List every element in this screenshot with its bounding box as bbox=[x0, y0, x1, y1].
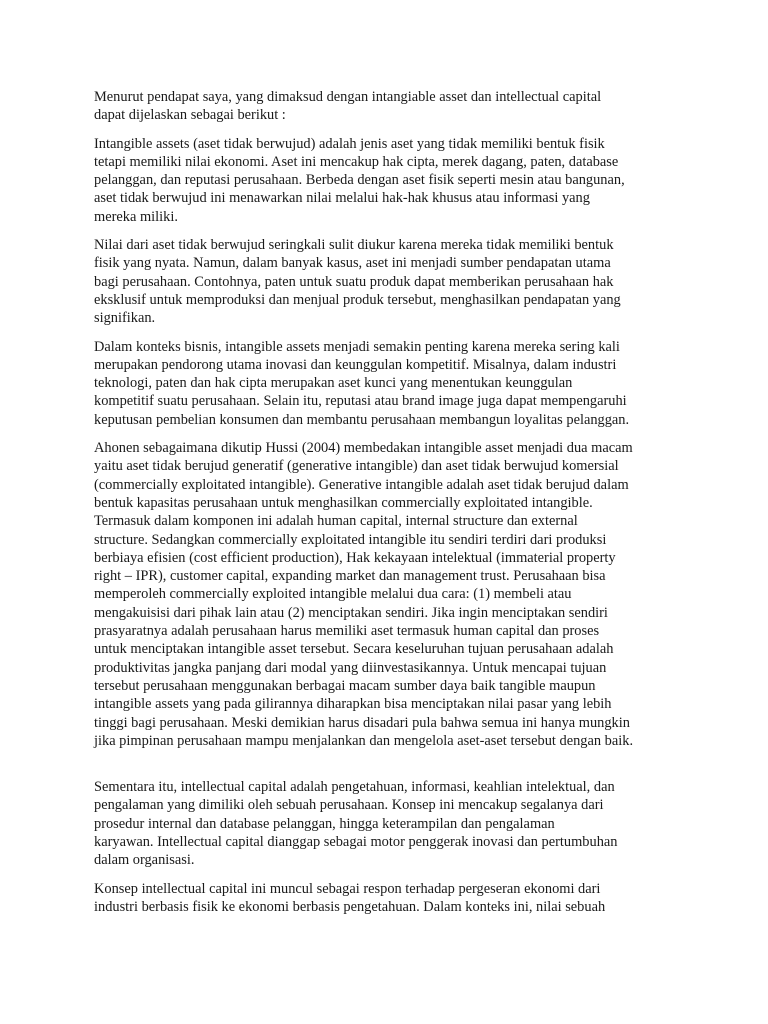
text-line: Nilai dari aset tidak berwujud seringkali sulit diukur karena mereka tidak memiliki bentuk bbox=[94, 237, 614, 254]
text-line: dapat dijelaskan sebagai berikut : bbox=[94, 107, 286, 124]
text-line: berbiaya efisien (cost efficient production), Hak kekayaan intelektual (immaterial property bbox=[94, 549, 616, 566]
text-line: teknologi, paten dan hak cipta merupakan aset kunci yang menentukan keunggulan bbox=[94, 375, 573, 392]
text-line: yaitu aset tidak berujud generatif (generative intangible) dan aset tidak berwujud komersial bbox=[94, 458, 619, 475]
paragraph-intangible-definition bbox=[94, 135, 676, 226]
text-line: karyawan. Intellectual capital dianggap sebagai motor penggerak inovasi dan pertumbuhan bbox=[94, 833, 618, 850]
text-line: pelanggan, dan reputasi perusahaan. Berbeda dengan aset fisik seperti mesin atau bangunan, bbox=[94, 172, 625, 189]
paragraph-ahonen-hussi bbox=[94, 439, 676, 750]
text-line: structure. Sedangkan commercially exploitated intangible itu sendiri terdiri dari produksi bbox=[94, 531, 607, 548]
paragraph-intangible-value bbox=[94, 236, 676, 327]
text-line: intangible assets yang pada gilirannya diharapkan bisa menciptakan nilai pasar yang lebih bbox=[94, 696, 612, 713]
text-line: Ahonen sebagaimana dikutip Hussi (2004) membedakan intangible asset menjadi dua macam bbox=[94, 440, 633, 457]
text-line: eksklusif untuk memproduksi dan menjual produk tersebut, menghasilkan pendapatan yang bbox=[94, 291, 621, 308]
text-line: kompetitif suatu perusahaan. Selain itu, reputasi atau brand image juga dapat mempengaruhi bbox=[94, 393, 627, 410]
text-line: memperoleh commercially exploited intangible melalui dua cara: (1) membeli atau bbox=[94, 586, 572, 603]
text-line: untuk menciptakan intangible asset tersebut. Secara keseluruhan tujuan perusahaan adalah bbox=[94, 641, 614, 658]
text-line: signifikan. bbox=[94, 310, 156, 327]
text-line: right – IPR), customer capital, expanding market dan management trust. Perusahaan bisa bbox=[94, 568, 606, 585]
text-line: bentuk kapasitas perusahaan untuk menghasilkan commercially exploitated intangible. bbox=[94, 494, 593, 511]
text-line: fisik yang nyata. Namun, dalam banyak kasus, aset ini menjadi sumber pendapatan utama bbox=[94, 255, 611, 272]
paragraph-intellectual-capital bbox=[94, 778, 676, 869]
text-line: (commercially exploitated intangible). Generative intangible adalah aset tidak berujud dalam bbox=[94, 476, 629, 493]
paragraph-intro bbox=[94, 88, 676, 125]
text-line: Menurut pendapat saya, yang dimaksud dengan intangiable asset dan intellectual capital bbox=[94, 89, 602, 105]
text-line: mereka miliki. bbox=[94, 208, 178, 225]
text-line: prasyaratnya adalah perusahaan harus memiliki aset termasuk human capital dan proses bbox=[94, 623, 600, 640]
paragraph-business-context bbox=[94, 338, 676, 429]
paragraph-knowledge-economy bbox=[94, 880, 676, 917]
text-line: pengalaman yang dimiliki oleh sebuah perusahaan. Konsep ini mencakup segalanya dari bbox=[94, 797, 604, 814]
text-line: Konsep intellectual capital ini muncul sebagai respon terhadap pergeseran ekonomi dari bbox=[94, 880, 601, 897]
text-line: produktivitas jangka panjang dari modal yang diinvestasikannya. Untuk mencapai tujuan bbox=[94, 659, 607, 676]
text-line: aset tidak berwujud ini menawarkan nilai melalui hak-hak khusus atau informasi yang bbox=[94, 190, 590, 207]
text-line: Dalam konteks bisnis, intangible assets menjadi semakin penting karena mereka sering kali bbox=[94, 338, 620, 355]
text-line: keputusan pembelian konsumen dan membantu perusahaan membangun loyalitas pelanggan. bbox=[94, 411, 630, 428]
text-line: tersebut perusahaan menggunakan berbagai macam sumber daya baik tangible maupun bbox=[94, 677, 596, 694]
text-line: Sementara itu, intellectual capital adalah pengetahuan, informasi, keahlian intelektual, dan bbox=[94, 779, 615, 796]
text-line: mengakuisisi dari pihak lain atau (2) menciptakan sendiri. Jika ingin menciptakan sendiri bbox=[94, 604, 608, 621]
text-line: tinggi bagi perusahaan. Meski demikian harus disadari pula bahwa semua ini hanya mungkin bbox=[94, 714, 630, 731]
text-line: jika pimpinan perusahaan mampu menjalankan dan mengelola aset-aset tersebut dengan baik. bbox=[94, 732, 634, 749]
text-line: merupakan pendorong utama inovasi dan keunggulan kompetitif. Misalnya, dalam industri bbox=[94, 356, 617, 373]
document-page bbox=[94, 88, 676, 926]
text-line: Termasuk dalam komponen ini adalah human capital, internal structure dan external bbox=[94, 513, 578, 530]
text-line: prosedur internal dan database pelanggan, hingga keterampilan dan pengalaman bbox=[94, 815, 555, 832]
text-line: dalam organisasi. bbox=[94, 852, 195, 869]
text-line: Intangible assets (aset tidak berwujud) adalah jenis aset yang tidak memiliki bentuk fisik bbox=[94, 135, 605, 152]
text-line: industri berbasis fisik ke ekonomi berbasis pengetahuan. Dalam konteks ini, nilai sebuah bbox=[94, 898, 606, 915]
text-line: bagi perusahaan. Contohnya, paten untuk suatu produk dapat memberikan perusahaan hak bbox=[94, 273, 614, 290]
text-line: tetapi memiliki nilai ekonomi. Aset ini mencakup hak cipta, merek dagang, paten, database bbox=[94, 153, 619, 170]
